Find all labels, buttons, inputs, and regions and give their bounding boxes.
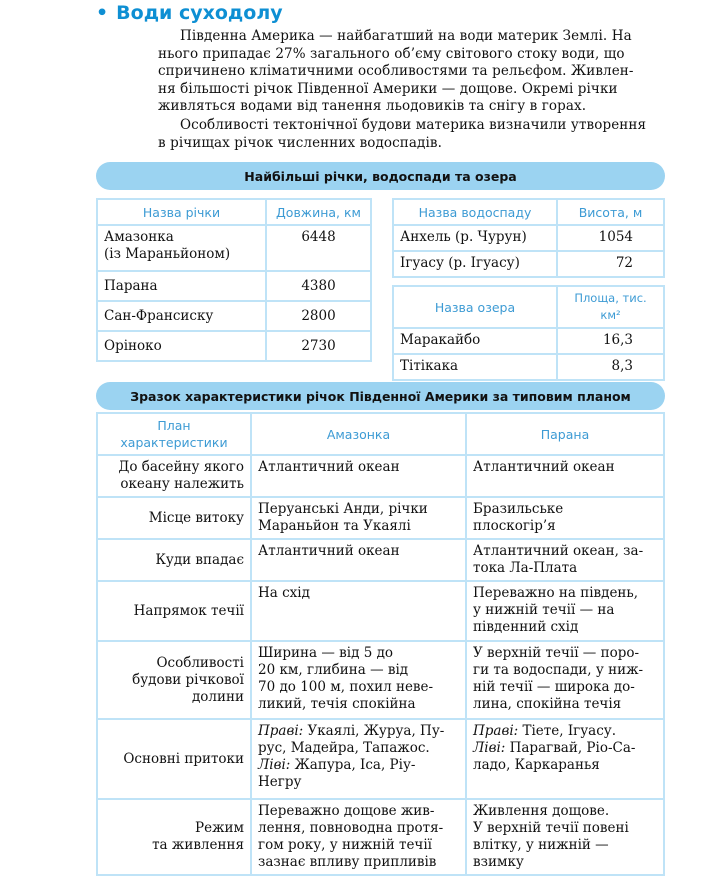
parana-cell: Переважно на південь, у нижній течії — на південний схід — [466, 581, 664, 641]
intro-paragraph — [158, 28, 665, 116]
column-header: Назва річки — [97, 199, 266, 225]
parana-cell: У верхній течії — поро- ги та водоспади, у ниж- ній течії — широка до- лина, спокійна течія — [466, 641, 664, 719]
table-row — [97, 301, 371, 331]
table-row — [393, 225, 664, 251]
river-name: Парана — [97, 271, 266, 301]
text-line: спричинено кліматичними особливостями та рельєфом. Живлен- — [158, 63, 634, 79]
parana-cell: Бразильське плоскогір’я — [466, 497, 664, 539]
table-row — [393, 328, 664, 354]
plan-cell: Куди впадає — [97, 539, 251, 581]
largest-banner: Найбільші річки, водоспади та озера — [96, 162, 665, 190]
amazon-cell: На схід — [251, 581, 466, 641]
river-name: Оріноко — [97, 331, 266, 361]
river-length: 6448 — [266, 225, 371, 271]
waterfall-height: 1054 — [557, 225, 664, 251]
amazon-cell: Переважно дощове жив- лення, повноводна протя- гом року, у нижній течії зазнає впливу припливів — [251, 799, 466, 875]
column-header: Висота, м — [557, 199, 664, 225]
text-line: ня більшості річок Південної Америки — дощове. Окремі річки — [158, 80, 618, 97]
river-length: 2730 — [266, 331, 371, 361]
table-row — [97, 581, 664, 641]
table-row — [97, 271, 371, 301]
plan-cell: Місце витоку — [97, 497, 251, 539]
parana-cell: Праві: Тіете, Ігуасу. Ліві: Парагвай, Ріо-Са- ладо, Каркаранья — [466, 719, 664, 799]
table-row — [97, 225, 371, 271]
waterfall-height: 72 — [557, 251, 664, 277]
lake-name: Тітікака — [393, 354, 557, 380]
section-title: Води суходолу — [116, 2, 283, 24]
table-row — [393, 251, 664, 277]
text-line: Південна Америка — найбагатший на води материк Землі. На — [180, 28, 632, 44]
amazon-cell: Атлантичний океан — [251, 455, 466, 497]
table-row — [97, 641, 664, 719]
table-row — [97, 539, 664, 581]
rivers-table — [96, 198, 372, 362]
text-line: живляться водами від танення льодовиків та снігу в горах. — [158, 98, 587, 114]
column-header: Назва озера — [393, 286, 557, 328]
waterfall-name: Ігуасу (р. Ігуасу) — [393, 251, 557, 277]
column-header: Довжина, км — [266, 199, 371, 225]
parana-cell: Атлантичний океан — [466, 455, 664, 497]
section-heading — [96, 2, 283, 24]
characteristic-table — [96, 412, 665, 876]
river-name: Сан-Франсиску — [97, 301, 266, 331]
amazon-cell: Ширина — від 5 до 20 км, глибина — від 70 до 100 м, похил неве- ликий, течія спокійна — [251, 641, 466, 719]
table-row — [97, 799, 664, 875]
column-header: Площа, тис. км² — [557, 286, 664, 328]
table-row — [97, 455, 664, 497]
plan-cell: До басейну якого океану належить — [97, 455, 251, 497]
table-row — [97, 331, 371, 361]
amazon-cell: Праві: Укаялі, Журуа, Пу- рус, Мадейра, Тапажос. Ліві: Жапура, Іса, Ріу- Негру — [251, 719, 466, 799]
plan-cell: Напрямок течії — [97, 581, 251, 641]
text-line: в річищах річок численних водоспадів. — [158, 134, 442, 151]
table-row — [97, 497, 664, 539]
lakes-table — [392, 285, 665, 381]
waterfall-name: Анхель (р. Чурун) — [393, 225, 557, 251]
text-line: Особливості тектонічної будови материка визначили утворення — [180, 117, 647, 133]
characteristic-banner: Зразок характеристики річок Південної Америки за типовим планом — [96, 382, 665, 410]
tectonics-paragraph — [158, 117, 665, 152]
amazon-cell: Перуанські Анди, річки Мараньйон та Укаялі — [251, 497, 466, 539]
plan-cell: Режим та живлення — [97, 799, 251, 875]
lake-area: 16,3 — [557, 328, 664, 354]
column-header: План характеристики — [97, 413, 251, 455]
parana-cell: Атлантичний океан, за- тока Ла-Плата — [466, 539, 664, 581]
amazon-cell: Атлантичний океан — [251, 539, 466, 581]
river-name: Амазонка (із Мараньйоном) — [97, 225, 266, 271]
table-row — [393, 354, 664, 380]
column-header: Назва водоспаду — [393, 199, 557, 225]
plan-cell: Особливості будови річкової долини — [97, 641, 251, 719]
parana-cell: Живлення дощове. У верхній течії повені влітку, у нижній — взимку — [466, 799, 664, 875]
lake-name: Маракайбо — [393, 328, 557, 354]
river-length: 4380 — [266, 271, 371, 301]
column-header: Парана — [466, 413, 664, 455]
column-header: Амазонка — [251, 413, 466, 455]
plan-cell: Основні притоки — [97, 719, 251, 799]
bullet-icon: • — [96, 2, 109, 24]
lake-area: 8,3 — [557, 354, 664, 380]
river-length: 2800 — [266, 301, 371, 331]
waterfalls-table — [392, 198, 665, 278]
table-row — [97, 719, 664, 799]
text-line: нього припадає 27% загального об’єму світового стоку води, що — [158, 45, 625, 62]
